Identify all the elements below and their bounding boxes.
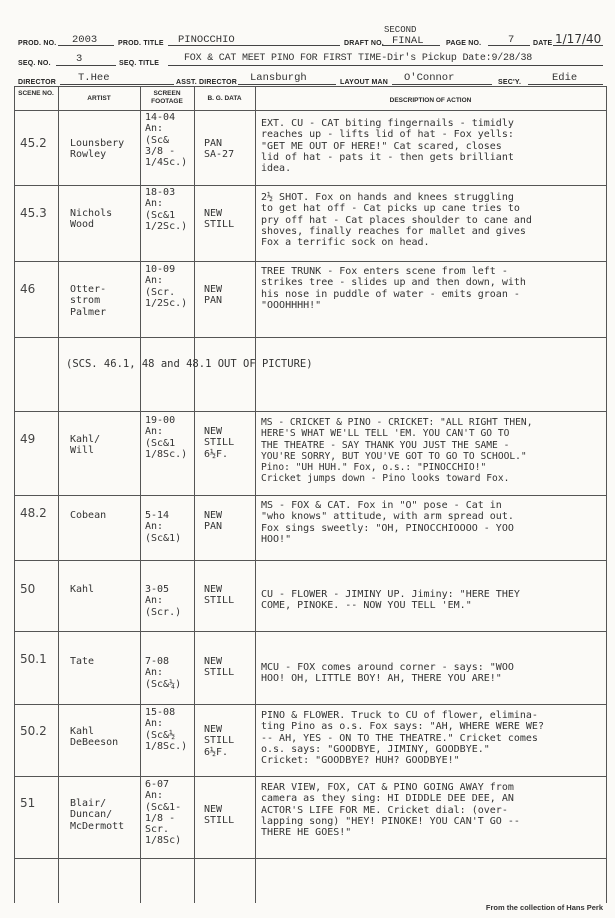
asst-director-label: ASST. DIRECTOR (176, 79, 238, 86)
seq-title-label: SEQ. TITLE (119, 60, 160, 67)
row-5-footage: 19-00 An: (Sc&1 1/8Sc.) (145, 415, 188, 460)
row-divider (14, 560, 607, 561)
prod-no-line (58, 45, 114, 46)
director-line (60, 84, 174, 85)
seq-no: 3 (76, 53, 83, 65)
row-9-footage: 15-08 An: (Sc&½ 1/8Sc.) (145, 707, 188, 752)
collection-credit: From the collection of Hans Perk (485, 903, 603, 912)
scene-table (14, 86, 607, 903)
asst-director: Lansburgh (250, 72, 307, 84)
row-1-desc: EXT. CU - CAT biting fingernails - timidly reaches up - lifts lid of hat - Fox yells: "GET ME OUT OF HERE!" Cat scared, closes lid of hat - pats it - then gets brilliant idea. (261, 118, 514, 175)
row-2-footage: 18-03 An: (Sc&1 1/2Sc.) (145, 187, 188, 232)
row-9-desc: PINO & FLOWER. Truck to CU of flower, elimina- ting Pino as o.s. Fox says: "AH, WHERE WERE WE? -- AH, YES - ON TO THE THEATRE." Cricket comes o.s. says: "GOODBYE, JIMINY, GOODBYE." Cricket: "GOODBYE? HUH? GOODBYE!" (261, 710, 544, 767)
secy-line (528, 84, 603, 85)
row-1-scene: 45.2 (20, 136, 47, 150)
row-6-artist: Cobean (70, 510, 107, 521)
row-3-artist: Otter- strom Palmer (70, 284, 107, 318)
row-7-scene: 50 (20, 582, 36, 596)
seq-title-line (168, 65, 603, 66)
draft-no: FINAL (392, 35, 424, 47)
row-5-scene: 49 (20, 432, 36, 446)
row-divider (14, 776, 607, 777)
col-scene-no: SCENE NO. (18, 90, 54, 97)
row-10-desc: REAR VIEW, FOX, CAT & PINO GOING AWAY from camera as they sing: HI DIDDLE DEE DEE, AN ACTOR'S LIFE FOR ME. Cricket dial: (over- lapping song) "HEY! PINOKE! YOU CAN'T GO -- THERE HE GOES!" (261, 782, 520, 839)
row-3-footage: 10-09 An: (Scr. 1/2Sc.) (145, 264, 188, 309)
draft-no-line (382, 45, 440, 46)
row-9-bg: NEW STILL 6½F. (204, 724, 235, 758)
row-9-scene: 50.2 (20, 724, 47, 738)
page-no-line (488, 45, 530, 46)
row-6-bg: NEW PAN (204, 510, 223, 533)
row-3-bg: NEW PAN (204, 284, 223, 307)
row-divider (14, 411, 607, 412)
prod-no-label: PROD. NO. (18, 40, 57, 47)
row-6-footage: 5-14 An: (Sc&1) (145, 510, 182, 544)
row-6-desc: MS - FOX & CAT. Fox in "O" pose - Cat in "who knows" attitude, with arm spread out. Fox sings sweetly: "OH, PINOCCHIOOOO - YOO HOO!" (261, 500, 514, 545)
row-9-artist: Kahl DeBeeson (70, 726, 119, 749)
row-1-bg: PAN SA-27 (204, 138, 235, 161)
row-divider (14, 261, 607, 262)
page-no-label: PAGE NO. (446, 40, 482, 47)
row-1-footage: 14-04 An: (Sc& 3/8 - 1/4Sc.) (145, 112, 188, 169)
row-6-scene: 48.2 (20, 506, 47, 520)
row-divider (14, 858, 607, 859)
prod-title-line (168, 45, 340, 46)
col-description: DESCRIPTION OF ACTION (389, 97, 472, 104)
row-7-bg: NEW STILL (204, 584, 235, 607)
row-2-artist: Nichols Wood (70, 208, 113, 231)
header-divider (14, 110, 607, 111)
director: T.Hee (78, 72, 110, 84)
row-8-artist: Tate (70, 656, 95, 667)
row-divider (14, 704, 607, 705)
row-1-artist: Lounsbery Rowley (70, 138, 125, 161)
row-10-scene: 51 (20, 796, 36, 810)
row-7-artist: Kahl (70, 584, 95, 595)
draft-top: SECOND (384, 25, 417, 35)
row-8-bg: NEW STILL (204, 656, 235, 679)
draft-no-label: DRAFT NO. (344, 40, 384, 47)
table-top (14, 86, 607, 87)
row-divider (14, 185, 607, 186)
row-10-bg: NEW STILL (204, 804, 235, 827)
row-8-scene: 50.1 (20, 652, 47, 666)
row-10-artist: Blair/ Duncan/ McDermott (70, 798, 125, 832)
col-screen-footage: SCREEN FOOTAGE (151, 90, 183, 105)
col-artist: ARTIST (87, 95, 111, 102)
date-line (553, 45, 603, 46)
page-no: 7 (508, 34, 515, 46)
row-2-scene: 45.3 (20, 206, 47, 220)
row-2-bg: NEW STILL (204, 208, 235, 231)
date: 1/17/40 (555, 32, 602, 46)
prod-title-label: PROD. TITLE (118, 40, 164, 47)
layout-man-label: LAYOUT MAN (340, 79, 389, 86)
seq-title: FOX & CAT MEET PINO FOR FIRST TIME-Dir's Pickup Date:9/28/38 (184, 53, 533, 64)
prod-no: 2003 (72, 34, 98, 46)
layout-man: O'Connor (404, 72, 455, 84)
row-7-footage: 3-05 An: (Scr.) (145, 584, 182, 618)
row-divider (14, 631, 607, 632)
row-3-desc: TREE TRUNK - Fox enters scene from left - strikes tree - slides up and then down, with his nose in puddle of water - emits groan - "OOOHHHH!" (261, 266, 526, 311)
row-5-desc: MS - CRICKET & PINO - CRICKET: "ALL RIGHT THEN, HERE'S WHAT WE'LL TELL 'EM. YOU CAN'T GO TO THE THEATRE - SAY THANK YOU JUST THE SAME - YOU'RE SORRY, BUT YOU'VE GOT TO GO TO SCHOOL." Pino: "UH HUH." Fox, o.s.: "PINOCCHIO!" Cricket jumps down - Pino looks toward Fox. (261, 417, 533, 485)
director-label: DIRECTOR (18, 79, 57, 86)
row-10-footage: 6-07 An: (Sc&1- 1/8 - Scr. 1/8Sc) (145, 779, 182, 847)
row-divider (14, 337, 607, 338)
secy-label: SEC'Y. (498, 79, 522, 86)
row-5-artist: Kahl/ Will (70, 434, 101, 457)
seq-no-label: SEQ. NO. (18, 60, 51, 67)
row-divider (14, 495, 607, 496)
layout-man-line (392, 84, 492, 85)
row-7-desc: CU - FLOWER - JIMINY UP. Jiminy: "HERE THEY COME, PINOKE. -- NOW YOU TELL 'EM." (261, 589, 520, 612)
secy: Edie (552, 72, 578, 84)
col-bg-data: B. G. DATA (207, 95, 242, 102)
row-3-scene: 46 (20, 282, 36, 296)
row-2-desc: 2½ SHOT. Fox on hands and knees struggling to get hat off - Cat picks up cane tries to pry off hat - Cat places shoulder to cane and shoves, finally reaches for mallet and gives Fox a terrific sock on head. (261, 192, 532, 249)
prod-title: PINOCCHIO (178, 34, 235, 46)
out-of-picture-note: (SCS. 46.1, 48 and 48.1 OUT OF PICTURE) (66, 358, 313, 370)
seq-no-line (56, 65, 116, 66)
row-8-footage: 7-08 An: (Sc&¼) (145, 656, 182, 690)
row-8-desc: MCU - FOX comes around corner - says: "WOO HOO! OH, LITTLE BOY! AH, THERE YOU ARE!" (261, 662, 514, 685)
asst-director-line (238, 84, 336, 85)
row-5-bg: NEW STILL 6½F. (204, 426, 235, 460)
date-label: DATE (533, 40, 553, 47)
